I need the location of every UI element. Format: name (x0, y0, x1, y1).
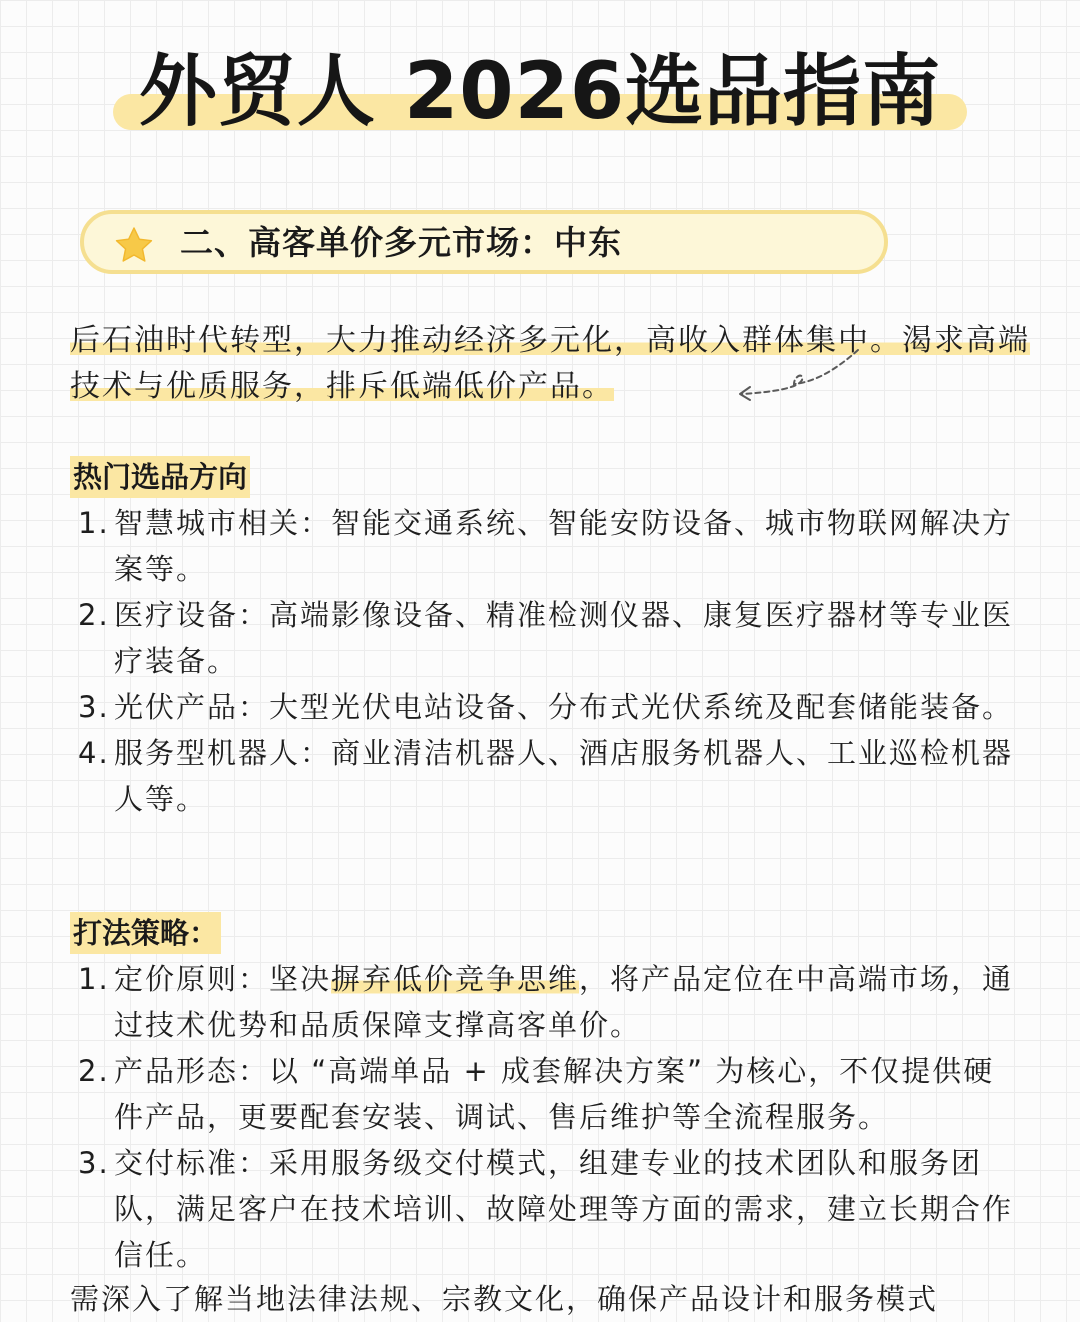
list-item-number: 1. (78, 962, 110, 996)
list-item-number: 4. (78, 736, 110, 770)
closing-paragraph: 需深入了解当地法律法规、宗教文化，确保产品设计和服务模式 (70, 1282, 939, 1316)
list-item-text: 光伏产品：大型光伏电站设备、分布式光伏系统及配套储能装备。 (114, 690, 1014, 724)
list-item-number: 2. (78, 598, 110, 632)
list-item-text: 交付标准：采用服务级交付模式，组建专业的技术团队和服务团队，满足客户在技术培训、故障处理等方面的需求，建立长期合作信任。 (114, 1146, 1014, 1272)
list-item (78, 1140, 1018, 1278)
intro-paragraph (70, 318, 1030, 410)
list-item (78, 1048, 1018, 1140)
list-item (78, 956, 1018, 1048)
hand-drawn-arrow-icon (734, 342, 864, 404)
intro-text: 后石油时代转型，大力推动经济多元化，高收入群体集中。渴求高端技术与优质服务，排斥低端低价产品。 (70, 323, 1030, 404)
strategy-heading: 打法策略： (70, 912, 221, 954)
list-item (78, 684, 1018, 730)
list-item-number: 3. (78, 690, 110, 724)
list-item-text: 服务型机器人：商业清洁机器人、酒店服务机器人、工业巡检机器人等。 (114, 736, 1014, 816)
section-title: 二、高客单价多元市场：中东 (180, 223, 622, 262)
section-header-pill (80, 210, 888, 274)
list-item-highlight: 摒弃低价竞争思维 (331, 962, 580, 996)
list-item-text-pre: 定价原则：坚决 (114, 962, 332, 996)
list-item-number: 1. (78, 506, 110, 540)
list-item-text: 医疗设备：高端影像设备、精准检测仪器、康复医疗器材等专业医疗装备。 (114, 598, 1014, 678)
title-block (0, 44, 1080, 140)
list-item-text: 产品形态：以 “高端单品 + 成套解决方案” 为核心，不仅提供硬件产品，更要配套安装、调试、售后维护等全流程服务。 (114, 1054, 995, 1134)
star-icon (112, 224, 156, 268)
list-item-text: 智慧城市相关：智能交通系统、智能安防设备、城市物联网解决方案等。 (114, 506, 1014, 586)
list-item (78, 730, 1018, 822)
strategy-list (78, 956, 1018, 1278)
list-item-number: 3. (78, 1146, 110, 1180)
list-item-number: 2. (78, 1054, 110, 1088)
list-item-text-post: ，将产品定位在中高端市场，通过技术优势和品质保障支撑高客单价。 (114, 962, 1014, 1042)
page-title: 外贸人 2026选品指南 (139, 44, 941, 140)
list-item (78, 592, 1018, 684)
list-item (78, 500, 1018, 592)
hot-products-list (78, 500, 1018, 822)
hot-products-heading: 热门选品方向 (70, 456, 250, 498)
